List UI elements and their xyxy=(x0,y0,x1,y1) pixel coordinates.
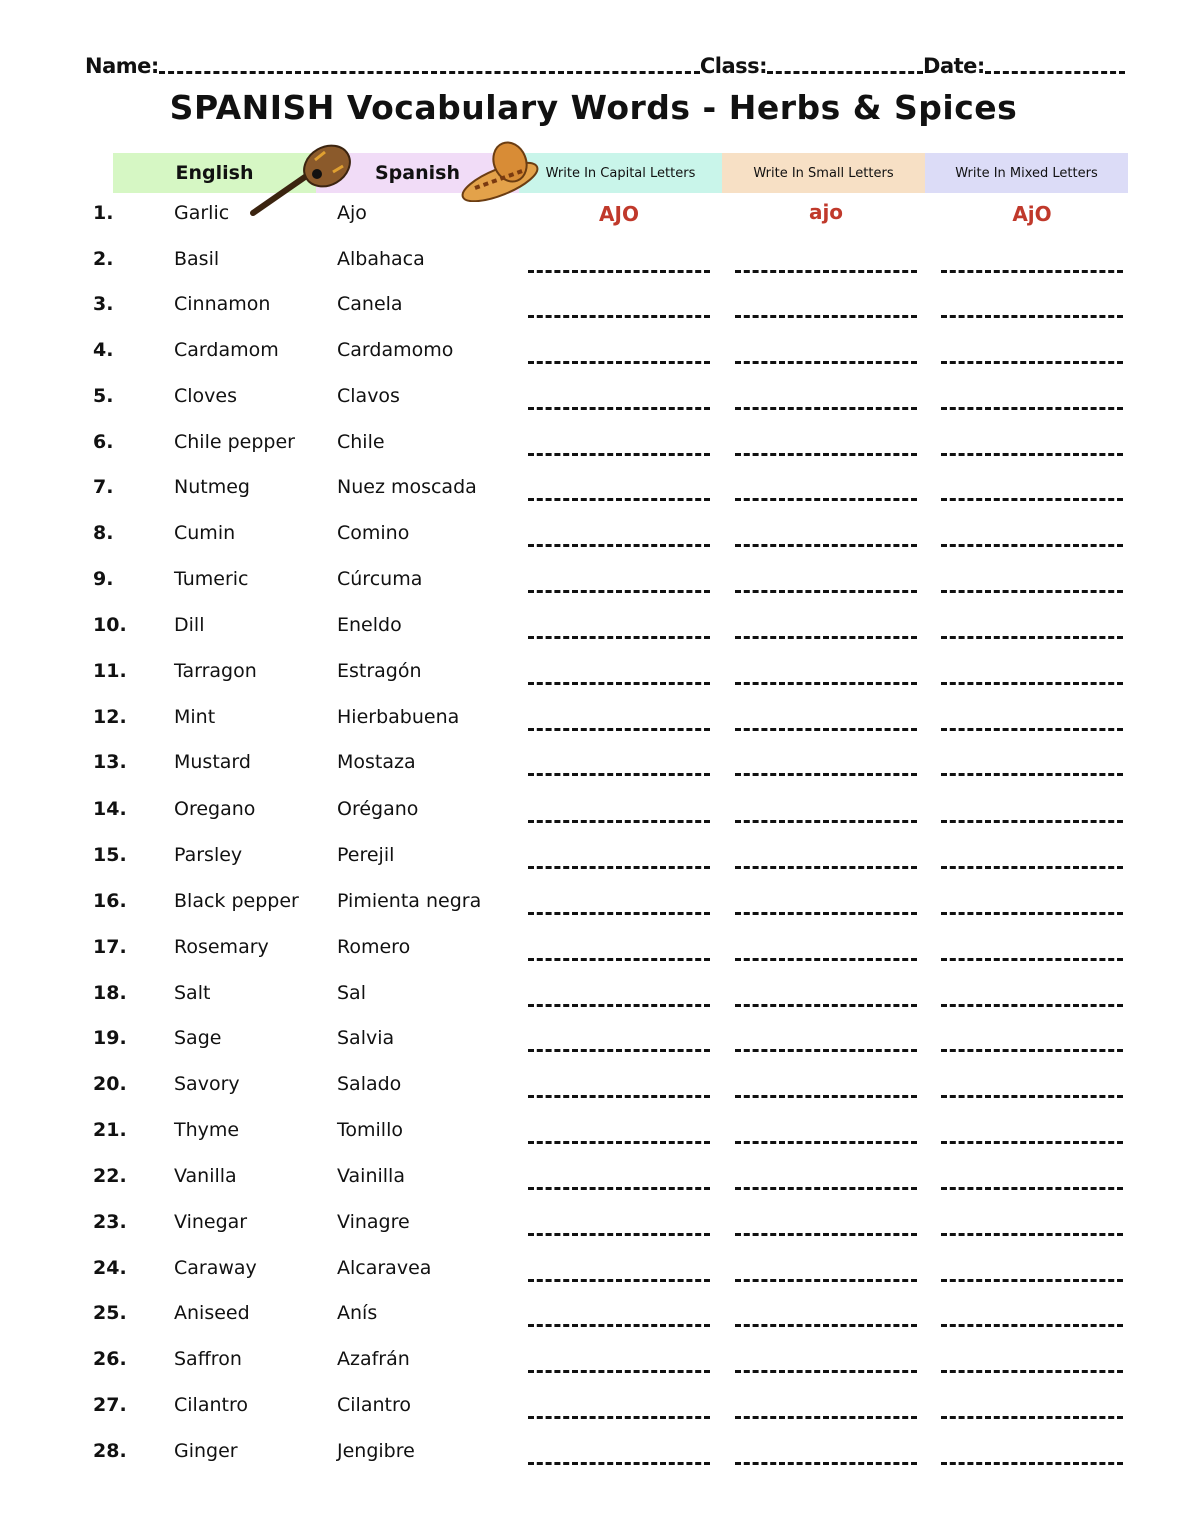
english-word: Tarragon xyxy=(174,660,257,682)
spanish-word: Perejil xyxy=(337,844,395,866)
spanish-word: Estragón xyxy=(337,660,422,682)
spanish-word: Pimienta negra xyxy=(337,890,482,912)
mixed-letters-blank[interactable] xyxy=(941,1095,1123,1098)
row-number: 20. xyxy=(93,1073,127,1095)
vocab-row xyxy=(0,751,1187,797)
column-header-label: Spanish xyxy=(375,162,460,184)
vocab-row xyxy=(0,844,1187,890)
vocab-row xyxy=(0,1257,1187,1303)
vocab-row xyxy=(0,660,1187,706)
spanish-word: Vainilla xyxy=(337,1165,405,1187)
mixed-letters-blank[interactable] xyxy=(941,1324,1123,1327)
capital-letters-blank[interactable] xyxy=(528,498,710,501)
english-word: Aniseed xyxy=(174,1302,250,1324)
small-letters-blank[interactable] xyxy=(735,958,917,961)
mixed-letters-blank[interactable] xyxy=(941,636,1123,639)
english-word: Oregano xyxy=(174,798,256,820)
capital-letters-blank[interactable] xyxy=(528,361,710,364)
small-letters-blank[interactable] xyxy=(735,544,917,547)
small-letters-blank[interactable] xyxy=(735,1324,917,1327)
english-word: Garlic xyxy=(174,202,230,224)
column-header-mixed xyxy=(925,153,1128,193)
capital-letters-blank[interactable] xyxy=(528,1462,710,1465)
vocab-row xyxy=(0,982,1187,1028)
example-small: ajo xyxy=(808,200,844,224)
english-word: Basil xyxy=(174,248,220,270)
small-letters-blank[interactable] xyxy=(735,636,917,639)
english-word: Vinegar xyxy=(174,1211,248,1233)
vocab-row xyxy=(0,1027,1187,1073)
mixed-letters-blank[interactable] xyxy=(941,453,1123,456)
row-number: 12. xyxy=(93,706,127,728)
capital-letters-blank[interactable] xyxy=(528,1187,710,1190)
vocab-row xyxy=(0,706,1187,752)
english-word: Vanilla xyxy=(174,1165,237,1187)
spanish-word: Comino xyxy=(337,522,410,544)
class-label: Class: xyxy=(699,54,768,78)
spanish-word: Alcaravea xyxy=(337,1257,432,1279)
spanish-word: Azafrán xyxy=(337,1348,410,1370)
date-label: Date: xyxy=(923,54,985,78)
english-word: Cloves xyxy=(174,385,238,407)
row-number: 4. xyxy=(93,339,114,361)
row-number: 17. xyxy=(93,936,127,958)
small-letters-blank[interactable] xyxy=(735,1004,917,1007)
mixed-letters-blank[interactable] xyxy=(941,1049,1123,1052)
small-letters-blank[interactable] xyxy=(735,1049,917,1052)
vocab-row xyxy=(0,339,1187,385)
capital-letters-blank[interactable] xyxy=(528,453,710,456)
small-letters-blank[interactable] xyxy=(735,590,917,593)
column-header-label: Write In Capital Letters xyxy=(545,165,696,181)
spanish-word: Jengibre xyxy=(337,1440,415,1462)
spanish-word: Cardamomo xyxy=(337,339,454,361)
spanish-word: Salado xyxy=(337,1073,402,1095)
spanish-word: Cúrcuma xyxy=(337,568,423,590)
row-number: 9. xyxy=(93,568,114,590)
small-letters-blank[interactable] xyxy=(735,361,917,364)
small-letters-blank[interactable] xyxy=(735,682,917,685)
mixed-letters-blank[interactable] xyxy=(941,1462,1123,1465)
small-letters-blank[interactable] xyxy=(735,407,917,410)
spanish-word: Nuez moscada xyxy=(337,476,477,498)
mixed-letters-blank[interactable] xyxy=(941,270,1123,273)
small-letters-blank[interactable] xyxy=(735,1095,917,1098)
row-number: 2. xyxy=(93,248,114,270)
small-letters-blank[interactable] xyxy=(735,728,917,731)
vocab-row xyxy=(0,1440,1187,1486)
row-number: 18. xyxy=(93,982,127,1004)
example-capital: AJO xyxy=(599,202,639,226)
spanish-word: Anís xyxy=(337,1302,378,1324)
small-letters-blank[interactable] xyxy=(735,270,917,273)
capital-letters-blank[interactable] xyxy=(528,590,710,593)
small-letters-blank[interactable] xyxy=(735,453,917,456)
small-letters-blank[interactable] xyxy=(735,498,917,501)
small-letters-blank[interactable] xyxy=(735,912,917,915)
spanish-word: Vinagre xyxy=(337,1211,410,1233)
row-number: 11. xyxy=(93,660,127,682)
capital-letters-blank[interactable] xyxy=(528,728,710,731)
spanish-word: Albahaca xyxy=(337,248,425,270)
english-word: Cumin xyxy=(174,522,236,544)
row-number: 26. xyxy=(93,1348,127,1370)
student-info-header xyxy=(85,48,1125,78)
spanish-word: Clavos xyxy=(337,385,400,407)
column-header-label: Write In Small Letters xyxy=(753,165,894,181)
row-number: 5. xyxy=(93,385,114,407)
capital-letters-blank[interactable] xyxy=(528,315,710,318)
vocab-row xyxy=(0,1394,1187,1440)
vocab-row xyxy=(0,890,1187,936)
small-letters-blank[interactable] xyxy=(735,1462,917,1465)
english-word: Parsley xyxy=(174,844,243,866)
vocab-row xyxy=(0,1165,1187,1211)
small-letters-blank[interactable] xyxy=(735,1279,917,1282)
english-word: Sage xyxy=(174,1027,222,1049)
vocab-row xyxy=(0,385,1187,431)
english-word: Salt xyxy=(174,982,211,1004)
english-word: Saffron xyxy=(174,1348,242,1370)
english-word: Caraway xyxy=(174,1257,257,1279)
capital-letters-blank[interactable] xyxy=(528,1141,710,1144)
capital-letters-blank[interactable] xyxy=(528,912,710,915)
row-number: 10. xyxy=(93,614,127,636)
small-letters-blank[interactable] xyxy=(735,820,917,823)
small-letters-blank[interactable] xyxy=(735,1233,917,1236)
capital-letters-blank[interactable] xyxy=(528,407,710,410)
vocab-row xyxy=(0,1119,1187,1165)
capital-letters-blank[interactable] xyxy=(528,866,710,869)
spanish-word: Salvia xyxy=(337,1027,395,1049)
english-word: Cinnamon xyxy=(174,293,271,315)
vocab-row xyxy=(0,1302,1187,1348)
small-letters-blank[interactable] xyxy=(735,866,917,869)
small-letters-blank[interactable] xyxy=(735,1141,917,1144)
mixed-letters-blank[interactable] xyxy=(941,361,1123,364)
vocab-row xyxy=(0,248,1187,294)
row-number: 24. xyxy=(93,1257,127,1279)
capital-letters-blank[interactable] xyxy=(528,544,710,547)
spanish-word: Mostaza xyxy=(337,751,416,773)
mixed-letters-blank[interactable] xyxy=(941,1416,1123,1419)
row-number: 13. xyxy=(93,751,127,773)
mixed-letters-blank[interactable] xyxy=(941,1279,1123,1282)
spanish-word: Orégano xyxy=(337,798,419,820)
capital-letters-blank[interactable] xyxy=(528,682,710,685)
mixed-letters-blank[interactable] xyxy=(941,1004,1123,1007)
mixed-letters-blank[interactable] xyxy=(941,544,1123,547)
spanish-word: Canela xyxy=(337,293,403,315)
small-letters-blank[interactable] xyxy=(735,1370,917,1373)
row-number: 23. xyxy=(93,1211,127,1233)
english-word: Mustard xyxy=(174,751,251,773)
class-field[interactable] xyxy=(767,71,923,74)
english-word: Savory xyxy=(174,1073,240,1095)
small-letters-blank[interactable] xyxy=(735,1416,917,1419)
english-word: Mint xyxy=(174,706,216,728)
sombrero-icon xyxy=(455,138,545,202)
vocab-row xyxy=(0,202,1187,248)
row-number: 14. xyxy=(93,798,127,820)
spanish-word: Hierbabuena xyxy=(337,706,460,728)
row-number: 6. xyxy=(93,431,114,453)
mixed-letters-blank[interactable] xyxy=(941,590,1123,593)
example-mixed: AjO xyxy=(1012,202,1052,226)
capital-letters-blank[interactable] xyxy=(528,636,710,639)
spanish-word: Chile xyxy=(337,431,385,453)
row-number: 25. xyxy=(93,1302,127,1324)
column-header-small xyxy=(722,153,925,193)
mixed-letters-blank[interactable] xyxy=(941,1187,1123,1190)
vocab-row xyxy=(0,568,1187,614)
capital-letters-blank[interactable] xyxy=(528,1324,710,1327)
capital-letters-blank[interactable] xyxy=(528,958,710,961)
mixed-letters-blank[interactable] xyxy=(941,498,1123,501)
vocab-row xyxy=(0,476,1187,522)
capital-letters-blank[interactable] xyxy=(528,1049,710,1052)
small-letters-blank[interactable] xyxy=(735,315,917,318)
small-letters-blank[interactable] xyxy=(735,773,917,776)
capital-letters-blank[interactable] xyxy=(528,1233,710,1236)
small-letters-blank[interactable] xyxy=(735,1187,917,1190)
english-word: Dill xyxy=(174,614,205,636)
date-field[interactable] xyxy=(985,71,1125,74)
mixed-letters-blank[interactable] xyxy=(941,407,1123,410)
row-number: 21. xyxy=(93,1119,127,1141)
column-header-label: Write In Mixed Letters xyxy=(955,165,1098,181)
capital-letters-blank[interactable] xyxy=(528,1416,710,1419)
english-word: Chile pepper xyxy=(174,431,295,453)
spanish-word: Tomillo xyxy=(337,1119,403,1141)
row-number: 7. xyxy=(93,476,114,498)
capital-letters-blank[interactable] xyxy=(528,1279,710,1282)
spanish-word: Romero xyxy=(337,936,411,958)
mixed-letters-blank[interactable] xyxy=(941,728,1123,731)
row-number: 1. xyxy=(93,202,114,224)
row-number: 19. xyxy=(93,1027,127,1049)
vocab-row xyxy=(0,1073,1187,1119)
vocab-row xyxy=(0,1348,1187,1394)
english-word: Nutmeg xyxy=(174,476,250,498)
name-field[interactable] xyxy=(159,71,700,74)
page-title: SPANISH Vocabulary Words - Herbs & Spices xyxy=(169,88,1018,127)
mixed-letters-blank[interactable] xyxy=(941,912,1123,915)
vocab-row xyxy=(0,431,1187,477)
spanish-word: Ajo xyxy=(337,202,367,224)
mixed-letters-blank[interactable] xyxy=(941,820,1123,823)
mixed-letters-blank[interactable] xyxy=(941,682,1123,685)
english-word: Cardamom xyxy=(174,339,279,361)
capital-letters-blank[interactable] xyxy=(528,1370,710,1373)
row-number: 3. xyxy=(93,293,114,315)
capital-letters-blank[interactable] xyxy=(528,773,710,776)
row-number: 22. xyxy=(93,1165,127,1187)
name-label: Name: xyxy=(85,54,159,78)
column-header-label: English xyxy=(175,162,254,184)
mixed-letters-blank[interactable] xyxy=(941,866,1123,869)
row-number: 27. xyxy=(93,1394,127,1416)
vocab-row xyxy=(0,1211,1187,1257)
spanish-word: Cilantro xyxy=(337,1394,411,1416)
vocab-row xyxy=(0,522,1187,568)
capital-letters-blank[interactable] xyxy=(528,820,710,823)
capital-letters-blank[interactable] xyxy=(528,270,710,273)
mixed-letters-blank[interactable] xyxy=(941,1141,1123,1144)
english-word: Thyme xyxy=(174,1119,240,1141)
vocab-row xyxy=(0,798,1187,844)
mixed-letters-blank[interactable] xyxy=(941,1233,1123,1236)
spanish-word: Eneldo xyxy=(337,614,402,636)
english-word: Cilantro xyxy=(174,1394,248,1416)
english-word: Ginger xyxy=(174,1440,238,1462)
vocab-row xyxy=(0,293,1187,339)
spanish-word: Sal xyxy=(337,982,366,1004)
english-word: Rosemary xyxy=(174,936,269,958)
mixed-letters-blank[interactable] xyxy=(941,958,1123,961)
column-header-capital xyxy=(519,153,722,193)
capital-letters-blank[interactable] xyxy=(528,1095,710,1098)
vocab-row xyxy=(0,614,1187,660)
row-number: 8. xyxy=(93,522,114,544)
capital-letters-blank[interactable] xyxy=(528,1004,710,1007)
row-number: 15. xyxy=(93,844,127,866)
english-word: Tumeric xyxy=(174,568,249,590)
mixed-letters-blank[interactable] xyxy=(941,773,1123,776)
row-number: 28. xyxy=(93,1440,127,1462)
vocab-row xyxy=(0,936,1187,982)
mixed-letters-blank[interactable] xyxy=(941,1370,1123,1373)
mixed-letters-blank[interactable] xyxy=(941,315,1123,318)
row-number: 16. xyxy=(93,890,127,912)
english-word: Black pepper xyxy=(174,890,299,912)
